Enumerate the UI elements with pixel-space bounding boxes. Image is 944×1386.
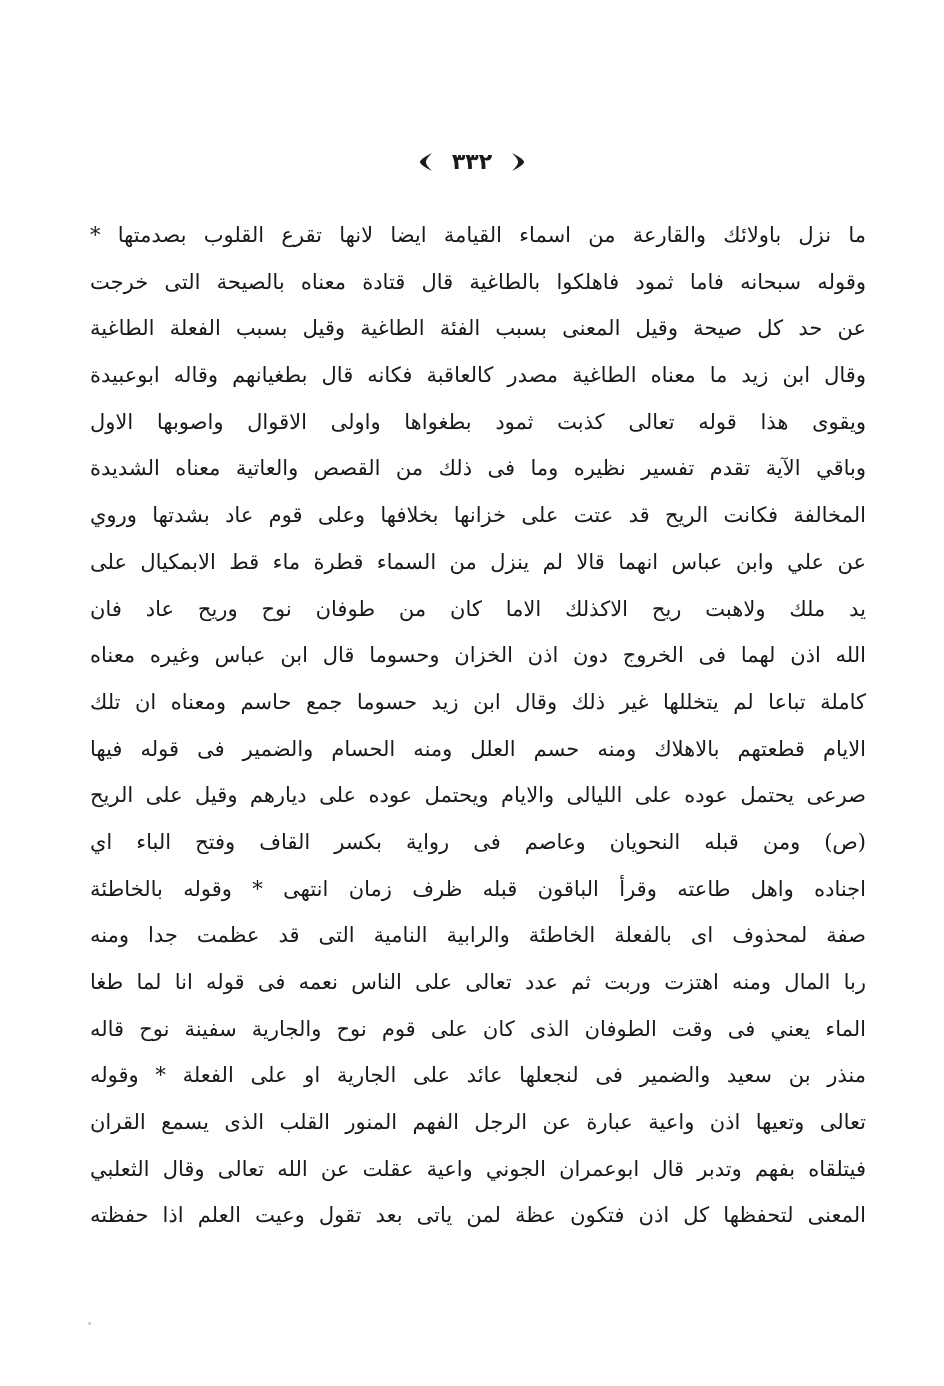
text-line: صرعى يحتمل عوده على الليالى والايام ويحتمل عوده على ديارهم وقيل على الريح <box>90 783 866 808</box>
left-ornament-icon <box>418 151 434 173</box>
page-header <box>0 142 944 182</box>
text-line: تعالى وتعيها اذن واعية عبارة عن الرجل الفهم المنور القلب الذى يسمع القران <box>90 1110 866 1135</box>
text-line: يد ملك ولاهبت ريح الاكذلك الاما كان من طوفان نوح وريح عاد فان <box>90 596 866 621</box>
text-line: منذر بن سعيد والضمير فى لنجعلها عائد على الجارية او على الفعلة * وقوله <box>90 1063 866 1088</box>
scan-speck <box>88 1322 91 1325</box>
text-line: الايام قطعتهم بالاهلاك ومنه حسم العلل ومنه الحسام والضمير فى قوله فيها <box>90 736 866 761</box>
text-line: المخالفة فكانت الريح قد عتت على خزانها بخلافها وعلى قوم عاد بشدتها وروي <box>90 503 866 528</box>
text-line: المعنى لتحفظها كل اذن فتكون عظة لمن ياتى بعد تقول وعيت العلم اذا حفظته <box>90 1203 866 1228</box>
right-ornament-icon <box>510 151 526 173</box>
text-line: اجناده واهل طاعته وقرأ الباقون قبله ظرف زمان انتهى * وقوله بالخاطئة <box>90 876 866 901</box>
page-number: ٣٣٢ <box>451 149 493 175</box>
text-line: فيتلقاه بفهم وتدبر قال ابوعمران الجوني واعية عقلت عن الله تعالى وقال الثعلبي <box>90 1156 866 1181</box>
text-line: وقال ابن زيد ما معناه الطاغية مصدر كالعاقبة فكانه قال بطغيانهم وقاله ابوعبيدة <box>90 363 866 388</box>
text-line: وقوله سبحانه فاما ثمود فاهلكوا بالطاغية قال قتادة معناه بالصيحة التى خرجت <box>90 269 866 294</box>
text-line: صفة لمحذوف اى بالفعلة الخاطئة والرابية النامية التى قد عظمت جدا ومنه <box>90 923 866 948</box>
text-line: ويقوى هذا قوله تعالى كذبت ثمود بطغواها واولى الاقوال واصوبها الاول <box>90 409 866 434</box>
text-line: الماء يعني فى وقت الطوفان الذى كان على قوم نوح والجارية سفينة نوح قاله <box>90 1016 866 1041</box>
text-line: ما نزل باولائك والقارعة من اسماء القيامة ايضا لانها تقرع القلوب بصدمتها * <box>90 223 866 247</box>
body-text <box>90 212 866 1239</box>
text-line: كاملة تباعا لم يتخللها غير ذلك وقال ابن زيد حسوما جمع حاسم ومعناه ان تلك <box>90 689 866 714</box>
text-line: عن علي وابن عباس انهما قالا لم ينزل من السماء قطرة ماء قط الابمكيال على <box>90 549 866 574</box>
text-line: عن حد كل صيحة وقيل المعنى بسبب الفئة الطاغية وقيل بسبب الفعلة الطاغية <box>90 316 866 341</box>
text-line: ربا المال ومنه اهتزت وربت ثم عدد تعالى على الناس نعمه فى قوله انا لما طغا <box>90 970 866 994</box>
text-line: وباقي الآية تقدم تفسير نظيره وما فى ذلك من القصص والعاتية معناه الشديدة <box>90 456 866 481</box>
text-line: (ص) ومن قبله النحويان وعاصم فى رواية بكسر القاف وفتح الباء اي <box>90 829 866 854</box>
text-line: الله اذن لهما فى الخروج دون اذن الخزان وحسوما قال ابن عباس وغيره معناه <box>90 643 866 668</box>
